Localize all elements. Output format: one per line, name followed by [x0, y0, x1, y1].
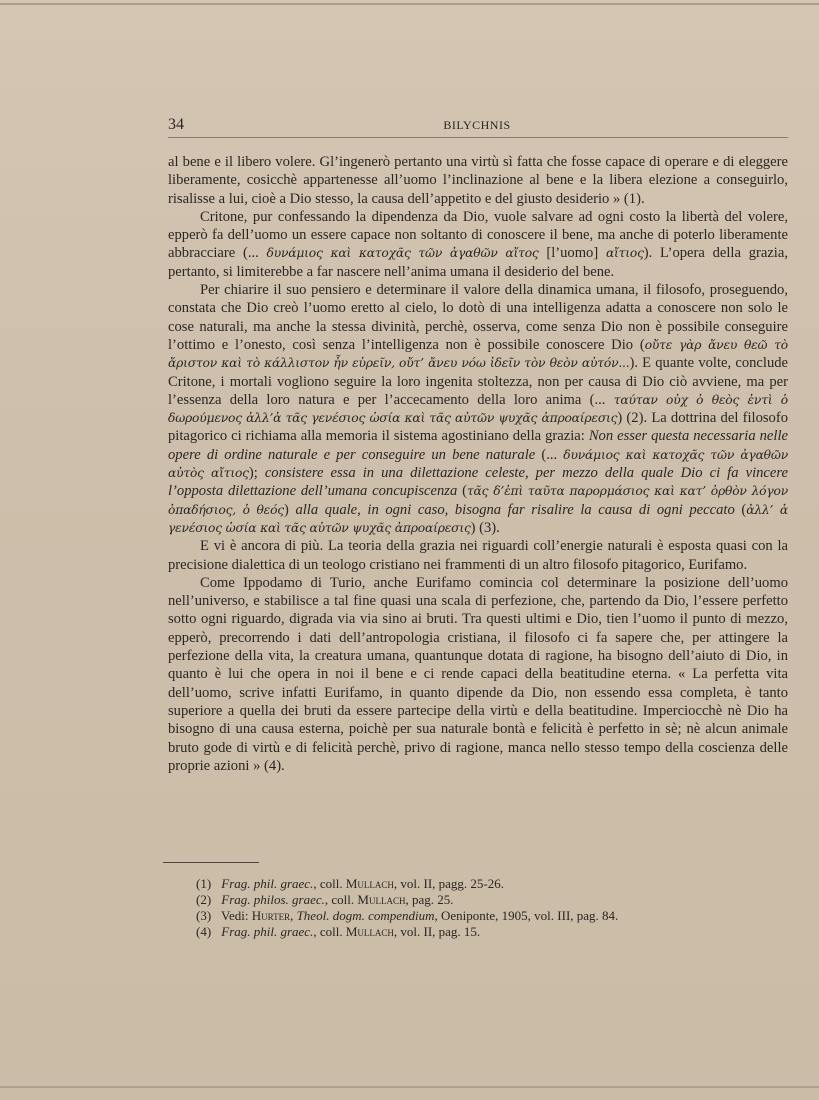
paragraph-1: al bene e il libero volere. Gl’ingenerò pertanto una virtù sì fatta che fosse capace di operare e di eleggere liberamente, cosicchè appartenesse all’uomo l’inclinazione al bene e la libera elezione a conseguirlo, risalisse a lui, cioè a Dio stesso, la causa dell’appetito e del giusto desiderio » (1). [168, 154, 788, 207]
greek-quote: ἀλλ’ ἁ γενέσιος ὡσία καὶ τᾶς αὐτῶν ψυχᾶς ἀπροαίρεσις [168, 502, 788, 535]
paragraph-5: Come Ippodamo di Turio, anche Eurifamo comincia col determinare la posizione dell’uomo nell’universo, e stabilisce a tal fine quasi una scala di perfezione, che, partendo da Dio, l’essere perfetto sotto ogni riguardo, digrada via via sino ai bruti. Tra questi ultimi e Dio, tien l’uomo il punto di mezzo, epperò, precorrendo i dati dell’antropologia cristiana, il filosofo ci fa sapere che, per attingere la perfezione della vita, la creatura umana, quantunque dotata di ragione, ha bisogno dell’aiuto di Dio, in quanto è lui che opera in noi il bene e ci rende capaci della beatitudine eterna. « La perfetta vita dell’uomo, scrive infatti Eurifamo, in quanto dipende da Dio, non essendo essa completa, è tanto superiore a quella dei bruti da essere partecipe della virtù e della beatitudine. Imperciocchè nè Dio ha bisogno di una causa esterna, poichè per sua naturale bontà e felicità è perfetto in sè; nè alcun animale bruto gode di virtù e di felicità perchè, privo di ragione, manca nello stesso tempo della coscienza delle proprie azioni » (4). [168, 574, 788, 774]
greek-quote: αἴτιος [605, 246, 644, 261]
italic-phrase: alla quale, in ogni caso, bisogna far risalire la causa di ogni peccato [295, 501, 735, 518]
paragraph-3: Per chiarire il suo pensiero e determinare il valore della dinamica umana, il filosofo, proseguendo, constata che Dio creò l’uomo eretto al cielo, lo dotò di una intelligenza adatta a conoscere non solo le cose naturali, ma anche la stessa divinità, perchè, osserva, come senza Dio non è possibile conseguire l’ottimo e l’onesto, così senza l’intelligenza non è possibile conoscere Dio (οὔτε γὰρ ἄνευ θεῶ τὸ ἄριστον καὶ τὸ κάλλιστον ἦν εὑρεῖν, οὔτ’ ἄνευ νόω ἰδεῖν τὸν θεὸν αὐτόν...). E quante volte, conclude Critone, i mortali vogliono seguire la loro ingenita stoltezza, non per causa di Dio ciò avviene, ma per l’essenza della loro natura e per l’accecamento della loro anima (... ταύταν οὐχ ὁ θεὸς ἐντὶ ὁ δωρούμενος ἀλλ’ἁ τᾶς γενέσιος ὡσία καὶ τᾶς αὐτῶν ψυχᾶς ἀπροαίρεσις) (2). La dottrina del filosofo pitagorico ci richiama alla memoria il sistema agostiniano della grazia: Non esser questa necessaria nelle opere di ordine naturale e per conseguire un bene naturale (... δυνάμιος καὶ κατοχᾶς τῶν ἀγαθῶν αὐτὸς αἴτιος); consistere essa in una dilettazione celeste, per mezzo della quale Dio ci fa vincere l’opposta dilettazione dell’umana concupiscenza (τᾶς δ’ἐπὶ ταῦτα παρορμάσιος καὶ κατ’ ὀρθὸν λόγον ὁπαδήσιος, ὁ θεός) alla quale, in ogni caso, bisogna far risalire la causa di ogni peccato (ἀλλ’ ἁ γενέσιος ὡσία καὶ τᾶς αὐτῶν ψυχᾶς ἀπροαίρεσις) (3). [168, 282, 789, 536]
greek-quote: δυνάμιος καὶ κατοχᾶς τῶν ἀγαθῶν αἴτος [266, 246, 539, 261]
italic-phrase: consistere essa in una dilettazione celeste, per mezzo della quale Dio ci fa vincere l’opposta dilettazione dell’umana concupiscenza [168, 465, 788, 500]
header-rule [168, 137, 788, 138]
footnote-2: (2) Frag. philos. graec., coll. Mullach, pag. 25. [196, 892, 454, 907]
paragraph-4: E vi è ancora di più. La teoria della grazia nei riguardi coll’energie naturali è esposta quasi con la precisione dialettica di un teologo cristiano nei frammenti di un altro filosofo pitagorico, Eurifamo. [168, 538, 788, 573]
footnote-3: (3) Vedi: Hurter, Theol. dogm. compendium, Oeniponte, 1905, vol. III, pag. 84. [196, 908, 619, 923]
footnote-1: (1) Frag. phil. graec., coll. Mullach, vol. II, pagg. 25-26. [196, 876, 505, 891]
top-edge-rule [0, 3, 819, 5]
running-head: BILYCHNIS [443, 118, 511, 132]
greek-quote: τᾶς δ’ἐπὶ ταῦτα παρορμάσιος καὶ κατ’ ὀρθὸν λόγον ὁπαδήσιος, ὁ θεός [168, 484, 789, 517]
paragraph-2: Critone, pur confessando la dipendenza da Dio, vuole salvare ad ogni costo la libertà del volere, epperò fa dell’uomo un essere capace non soltanto di conoscere il bene, ma anche di poterlo liberamente abbracciare (... δυνάμιος καὶ κατοχᾶς τῶν ἀγαθῶν αἴτος [l’uomo] αἴτιος). L’opera della grazia, pertanto, si limiterebbe a far nascere nell’anima umana il desiderio del bene. [168, 208, 788, 280]
greek-quote: οὔτε γὰρ ἄνευ θεῶ τὸ ἄριστον καὶ τὸ κάλλιστον ἦν εὑρεῖν, οὔτ’ ἄνευ νόω ἰδεῖν τὸν θεὸν αὐτόν... [168, 337, 788, 371]
italic-phrase: Non esser questa necessaria nelle opere di ordine naturale e per conseguire un bene naturale [168, 428, 788, 463]
page-header [168, 116, 786, 136]
main-text [168, 153, 788, 775]
footnotes [196, 876, 756, 940]
greek-quote: ταύταν οὐχ ὁ θεὸς ἐντὶ ὁ δωρούμενος ἀλλ’ἁ τᾶς γενέσιος ὡσία καὶ τᾶς αὐτῶν ψυχᾶς ἀπροαίρεσις [168, 392, 788, 426]
greek-quote: δυνάμιος καὶ κατοχᾶς τῶν ἀγαθῶν αὐτὸς αἴτιος [168, 447, 788, 481]
footnote-rule [163, 862, 259, 863]
footnote-4: (4) Frag. phil. graec., coll. Mullach, vol. II, pag. 15. [196, 924, 481, 939]
bottom-edge-rule [0, 1086, 819, 1088]
page-number: 34 [168, 116, 184, 133]
